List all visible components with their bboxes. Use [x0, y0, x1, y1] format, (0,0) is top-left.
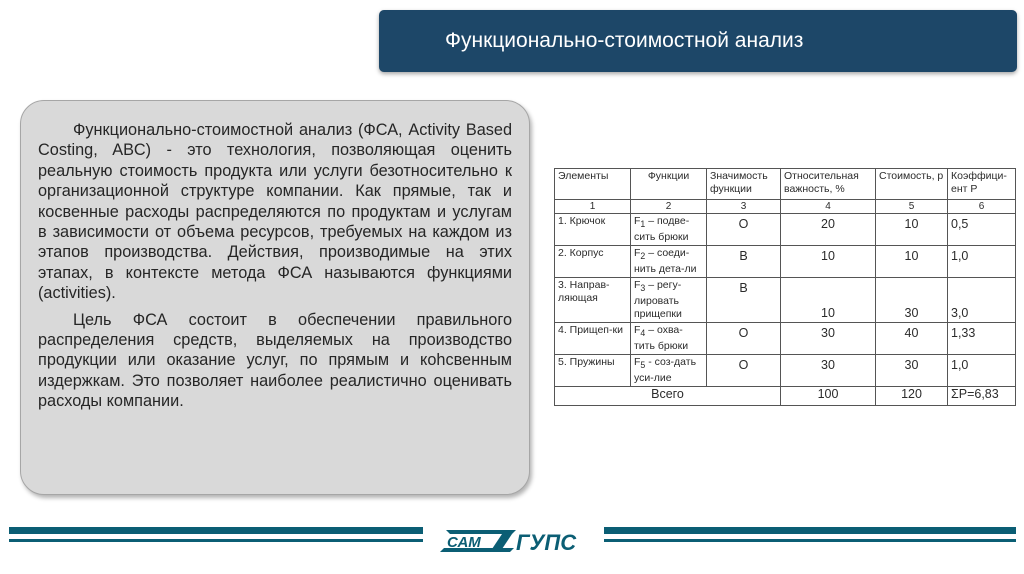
function-index: 2: [640, 251, 646, 262]
cost-cell: 10: [876, 214, 948, 246]
function-index: 1: [640, 219, 646, 230]
header-cell: Значимость функции: [707, 169, 781, 200]
total-importance: 100: [781, 387, 876, 406]
significance-cell: В: [707, 246, 781, 278]
total-coefficient: ΣP=6,83: [948, 387, 1016, 406]
element-cell: 4. Прищеп-ки: [555, 323, 631, 355]
importance-cell: 10: [781, 246, 876, 278]
column-number: 1: [555, 200, 631, 214]
function-cell: [631, 278, 707, 323]
significance-cell: О: [707, 355, 781, 387]
function-index: 3: [640, 283, 646, 294]
function-cell: [631, 246, 707, 278]
footer-stripe-left-thin: [9, 539, 423, 542]
title-bar: [379, 10, 1017, 72]
coefficient-cell: 3,0: [948, 278, 1016, 323]
table-header-row: [555, 169, 1016, 200]
header-cell: Стоимость, р: [876, 169, 948, 200]
cost-cell: 30: [876, 355, 948, 387]
logo-text-right: ГУПС: [516, 530, 577, 555]
importance-cell: 10: [781, 278, 876, 323]
header-cell: Коэффици-ент Р: [948, 169, 1016, 200]
logo-text-left: САМ: [447, 534, 481, 551]
function-text: – подве-сить брюки: [634, 215, 690, 244]
function-cell: [631, 355, 707, 387]
function-index: 4: [640, 328, 646, 339]
paragraph-goal: Цель ФСА состоит в обеспечении правильного распределения средств, выделяемых на производство продукции или оказание услуг, по прямым и коhсвенным издержкам. Это позволяет наиболее реалистично оценивать расходы компании.: [38, 310, 512, 411]
table-total-row: [555, 387, 1016, 406]
function-cell: [631, 323, 707, 355]
column-number: 5: [876, 200, 948, 214]
coefficient-cell: 1,33: [948, 323, 1016, 355]
footer-stripe-right-thin: [604, 539, 1016, 542]
table-row: [555, 278, 1016, 323]
column-number: 2: [631, 200, 707, 214]
element-cell: 3. Направ-ляющая: [555, 278, 631, 323]
function-text: - соз-дать уси-лие: [634, 356, 697, 385]
header-cell: Относительная важность, %: [781, 169, 876, 200]
function-code: F: [634, 247, 641, 260]
table-row: [555, 355, 1016, 387]
total-cost: 120: [876, 387, 948, 406]
footer-stripe-left: [9, 527, 423, 534]
university-logo: [432, 526, 594, 556]
element-cell: 5. Пружины: [555, 355, 631, 387]
significance-cell: О: [707, 214, 781, 246]
coefficient-cell: 1,0: [948, 246, 1016, 278]
function-index: 5: [640, 360, 646, 371]
cost-cell: 30: [876, 278, 948, 323]
footer-stripe-right: [604, 527, 1016, 534]
significance-cell: В: [707, 278, 781, 323]
function-text: – охва-тить брюки: [634, 324, 689, 353]
total-label: Всего: [555, 387, 781, 406]
table-number-row: [555, 200, 1016, 214]
importance-cell: 30: [781, 323, 876, 355]
slide-title: Функционально-стоимостной анализ: [445, 29, 804, 52]
cost-cell: 40: [876, 323, 948, 355]
function-code: F: [634, 356, 641, 369]
function-cell: [631, 214, 707, 246]
function-text: – регу-лировать прищепки: [634, 279, 682, 321]
table-row: [555, 323, 1016, 355]
fsa-table-wrapper: [554, 168, 1015, 405]
fsa-table: [554, 168, 1016, 406]
column-number: 4: [781, 200, 876, 214]
element-cell: 2. Корпус: [555, 246, 631, 278]
coefficient-cell: 1,0: [948, 355, 1016, 387]
significance-cell: О: [707, 323, 781, 355]
cost-cell: 10: [876, 246, 948, 278]
table-row: [555, 214, 1016, 246]
coefficient-cell: 0,5: [948, 214, 1016, 246]
paragraph-definition: Функционально-стоимостной анализ (ФСА, Activity Based Costing, ABC) - это технология, позволяющая оценить реальную стоимость продукта или услуги безотносительно к организационной структуре компании. Как прямые, так и косвенные расходы распределяются по продуктам и услугам в зависимости от объема ресурсов, требуемых на каждом из этапов производства. Действия, производимые на этих этапах, в контексте метода ФСА называются функциями (activities).: [38, 121, 512, 303]
function-code: F: [634, 324, 641, 337]
header-cell: Функции: [631, 169, 707, 200]
column-number: 6: [948, 200, 1016, 214]
function-code: F: [634, 215, 641, 227]
element-cell: 1. Крючок: [555, 214, 631, 246]
importance-cell: 20: [781, 214, 876, 246]
function-text: – соеди-нить дета-ли: [634, 247, 697, 276]
importance-cell: 30: [781, 355, 876, 387]
column-number: 3: [707, 200, 781, 214]
function-code: F: [634, 279, 641, 292]
table-row: [555, 246, 1016, 278]
text-panel: [20, 100, 530, 495]
header-cell: Элементы: [555, 169, 631, 200]
